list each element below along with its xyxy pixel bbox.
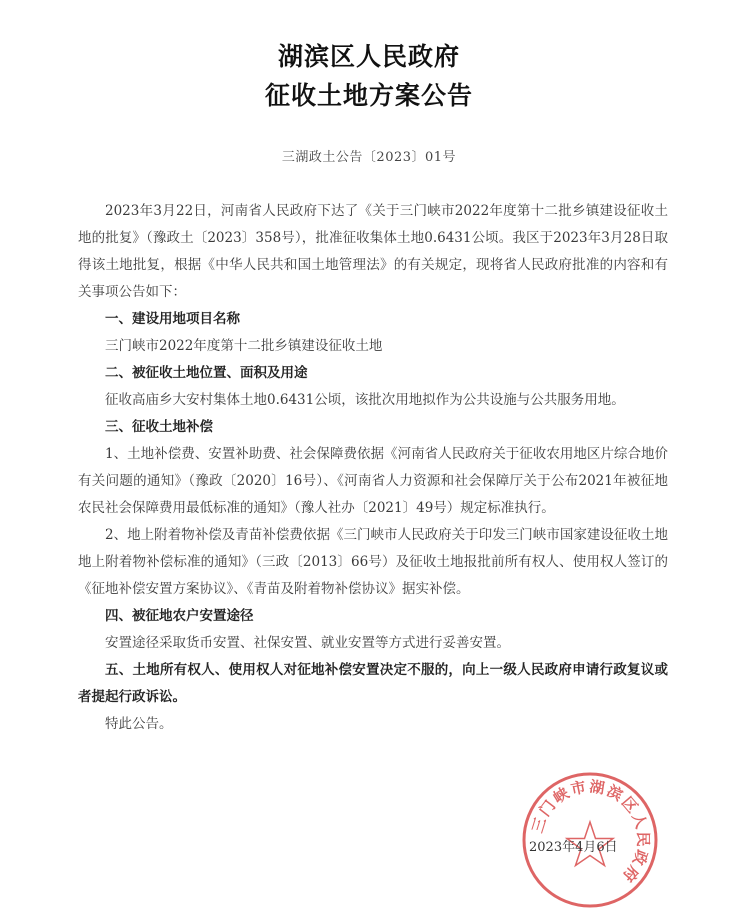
section-3-item-1: 1、土地补偿费、安置补助费、社会保障费依据《河南省人民政府关于征收农用地区片综合地价有关问题的通知》（豫政〔2020〕16号）、《河南省人力资源和社会保障厅关于公布2021年被征地农民社会保障费用最低标准的通知》（豫人社办〔2021〕49号）规定标准执行。 xyxy=(78,446,668,516)
section-3-item-2: 2、地上附着物补偿及青苗补偿费依据《三门峡市人民政府关于印发三门峡市国家建设征收土地地上附着物补偿标准的通知》（三政〔2013〕66号）及征收土地报批前所有权人、使用权人签订的《征地补偿安置方案协议》、《青苗及附着物补偿协议》据实补偿。 xyxy=(78,527,668,597)
section-4-heading: 四、被征地农户安置途径 xyxy=(105,608,254,624)
section-3-heading: 三、征收土地补偿 xyxy=(105,419,213,435)
section-4-text: 安置途径采取货币安置、社保安置、就业安置等方式进行妥善安置。 xyxy=(105,635,510,651)
section-5-heading: 五、土地所有权人、使用权人对征地补偿安置决定不服的，向上一级人民政府申请行政复议或者提起行政诉讼。 xyxy=(78,662,668,705)
page-title: 湖滨区人民政府 xyxy=(277,42,460,71)
section-2-text: 征收高庙乡大安村集体土地0.6431公顷，该批次用地拟作为公共设施与公共服务用地。 xyxy=(105,392,625,408)
document-number: 三湖政土公告〔2023〕01号 xyxy=(281,150,457,165)
section-2-heading: 二、被征收土地位置、面积及用途 xyxy=(105,365,308,381)
document-body xyxy=(78,198,668,738)
closing-text: 特此公告。 xyxy=(105,716,173,732)
section-1-text: 三门峡市2022年度第十二批乡镇建设征收土地 xyxy=(105,338,383,354)
intro-paragraph: 2023年3月22日，河南省人民政府下达了《关于三门峡市2022年度第十二批乡镇建设征收土地的批复》（豫政土〔2023〕358号），批准征收集体土地0.6431公顷。我区于2023年3月28日取得该土地批复，根据《中华人民共和国土地管理法》的有关规定，现将省人民政府批准的内容和有关事项公告如下： xyxy=(78,203,668,300)
svg-text:三门峡市湖滨区人民政府 xyxy=(528,777,652,887)
section-1-heading: 一、建设用地项目名称 xyxy=(105,311,240,327)
issue-date: 2023年4月6日 xyxy=(529,840,618,855)
seal-text: 三门峡市湖滨区人民政府 xyxy=(528,777,653,887)
page-subtitle: 征收土地方案公告 xyxy=(264,81,473,110)
